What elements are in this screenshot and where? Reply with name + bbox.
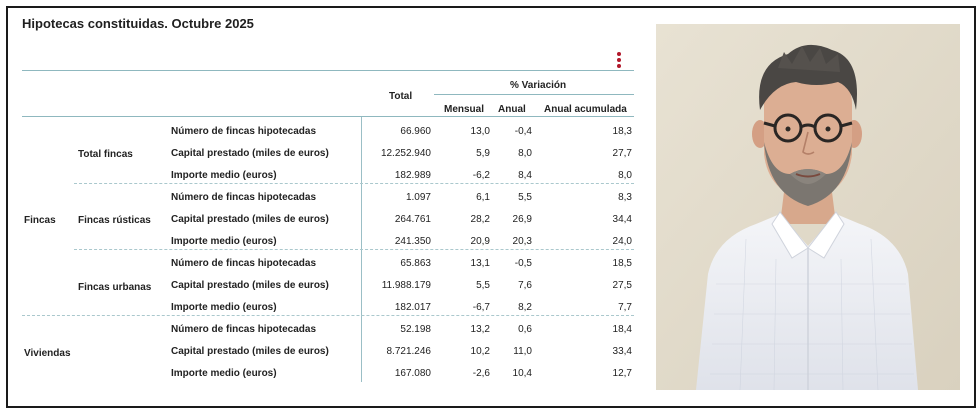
row-mensual: 5,5 <box>476 280 490 291</box>
group-separator <box>74 183 634 184</box>
row-description: Capital prestado (miles de euros) <box>171 148 329 159</box>
table-row <box>22 341 634 363</box>
row-anual: 26,9 <box>512 214 532 225</box>
row-description: Número de fincas hipotecadas <box>171 324 317 335</box>
row-mensual: 13,2 <box>470 324 490 335</box>
header-total: Total <box>389 91 413 102</box>
portrait-illustration <box>656 24 960 390</box>
table-row <box>22 187 634 209</box>
row-total: 52.198 <box>400 324 431 335</box>
row-anual: 7,6 <box>518 280 532 291</box>
subgroup-label-urbanas: Fincas urbanas <box>78 282 152 293</box>
row-acumulada: 18,4 <box>612 324 632 335</box>
row-total: 11.988.179 <box>381 280 431 291</box>
row-acumulada: 27,5 <box>612 280 632 291</box>
subgroup-label-total-fincas: Total fincas <box>78 149 133 160</box>
row-acumulada: 27,7 <box>612 148 632 159</box>
row-anual: -0,4 <box>514 126 532 137</box>
row-mensual: 10,2 <box>470 346 490 357</box>
row-description: Número de fincas hipotecadas <box>171 192 317 203</box>
row-anual: -0,5 <box>514 258 532 269</box>
row-mensual: 20,9 <box>470 236 490 247</box>
row-total: 241.350 <box>394 236 431 247</box>
row-anual: 5,5 <box>518 192 532 203</box>
row-total: 65.863 <box>400 258 431 269</box>
row-total: 66.960 <box>400 126 431 137</box>
row-acumulada: 34,4 <box>612 214 632 225</box>
page-title: Hipotecas constituidas. Octubre 2025 <box>22 16 254 31</box>
row-total: 1.097 <box>405 192 431 203</box>
row-anual: 11,0 <box>513 346 532 357</box>
row-description: Capital prestado (miles de euros) <box>171 214 329 225</box>
row-anual: 8,4 <box>518 170 532 181</box>
row-acumulada: 8,0 <box>618 170 632 181</box>
header-variacion: % Variación <box>510 80 567 91</box>
row-total: 182.017 <box>394 302 431 313</box>
row-acumulada: 18,5 <box>612 258 632 269</box>
row-acumulada: 24,0 <box>612 236 632 247</box>
row-anual: 10,4 <box>512 368 532 379</box>
row-mensual: -2,6 <box>472 368 490 379</box>
row-anual: 8,0 <box>518 148 532 159</box>
row-total: 167.080 <box>394 368 431 379</box>
row-description: Número de fincas hipotecadas <box>171 126 317 137</box>
header-rule <box>22 116 634 117</box>
row-acumulada: 8,3 <box>618 192 632 203</box>
row-mensual: -6,2 <box>472 170 490 181</box>
portrait-photo <box>656 24 960 390</box>
row-acumulada: 7,7 <box>618 302 632 313</box>
row-description: Importe medio (euros) <box>171 302 277 313</box>
row-anual: 0,6 <box>518 324 532 335</box>
row-mensual: 13,0 <box>470 126 490 137</box>
table-row <box>22 319 634 341</box>
row-mensual: 28,2 <box>470 214 490 225</box>
row-description: Capital prestado (miles de euros) <box>171 280 329 291</box>
row-anual: 8,2 <box>518 302 532 313</box>
variation-underline <box>434 94 634 95</box>
row-description: Importe medio (euros) <box>171 170 277 181</box>
row-mensual: 13,1 <box>470 258 490 269</box>
row-mensual: 6,1 <box>476 192 490 203</box>
group-separator <box>74 249 634 250</box>
row-description: Capital prestado (miles de euros) <box>171 346 329 357</box>
row-mensual: 5,9 <box>476 148 490 159</box>
row-acumulada: 12,7 <box>612 368 632 379</box>
table-row <box>22 253 634 275</box>
kebab-menu-icon[interactable] <box>616 52 622 68</box>
row-description: Número de fincas hipotecadas <box>171 258 317 269</box>
row-mensual: -6,7 <box>472 302 490 313</box>
table-row <box>22 363 634 385</box>
table-row <box>22 121 634 143</box>
group-separator <box>22 315 634 316</box>
row-anual: 20,3 <box>512 236 532 247</box>
group-label-viviendas: Viviendas <box>24 348 71 359</box>
row-total: 182.989 <box>394 170 431 181</box>
header-mensual: Mensual <box>444 104 485 115</box>
table-top-rule <box>22 70 634 71</box>
row-acumulada: 33,4 <box>612 346 632 357</box>
infographic-frame <box>6 6 976 408</box>
row-total: 12.252.940 <box>380 148 431 159</box>
header-acumulada: Anual acumulada <box>544 104 627 115</box>
row-description: Importe medio (euros) <box>171 236 277 247</box>
row-acumulada: 18,3 <box>612 126 632 137</box>
row-total: 264.761 <box>394 214 431 225</box>
group-label-fincas: Fincas <box>24 215 56 226</box>
row-description: Importe medio (euros) <box>171 368 277 379</box>
row-total: 8.721.246 <box>386 346 431 357</box>
subgroup-label-rusticas: Fincas rústicas <box>78 215 151 226</box>
header-anual: Anual <box>498 104 526 115</box>
